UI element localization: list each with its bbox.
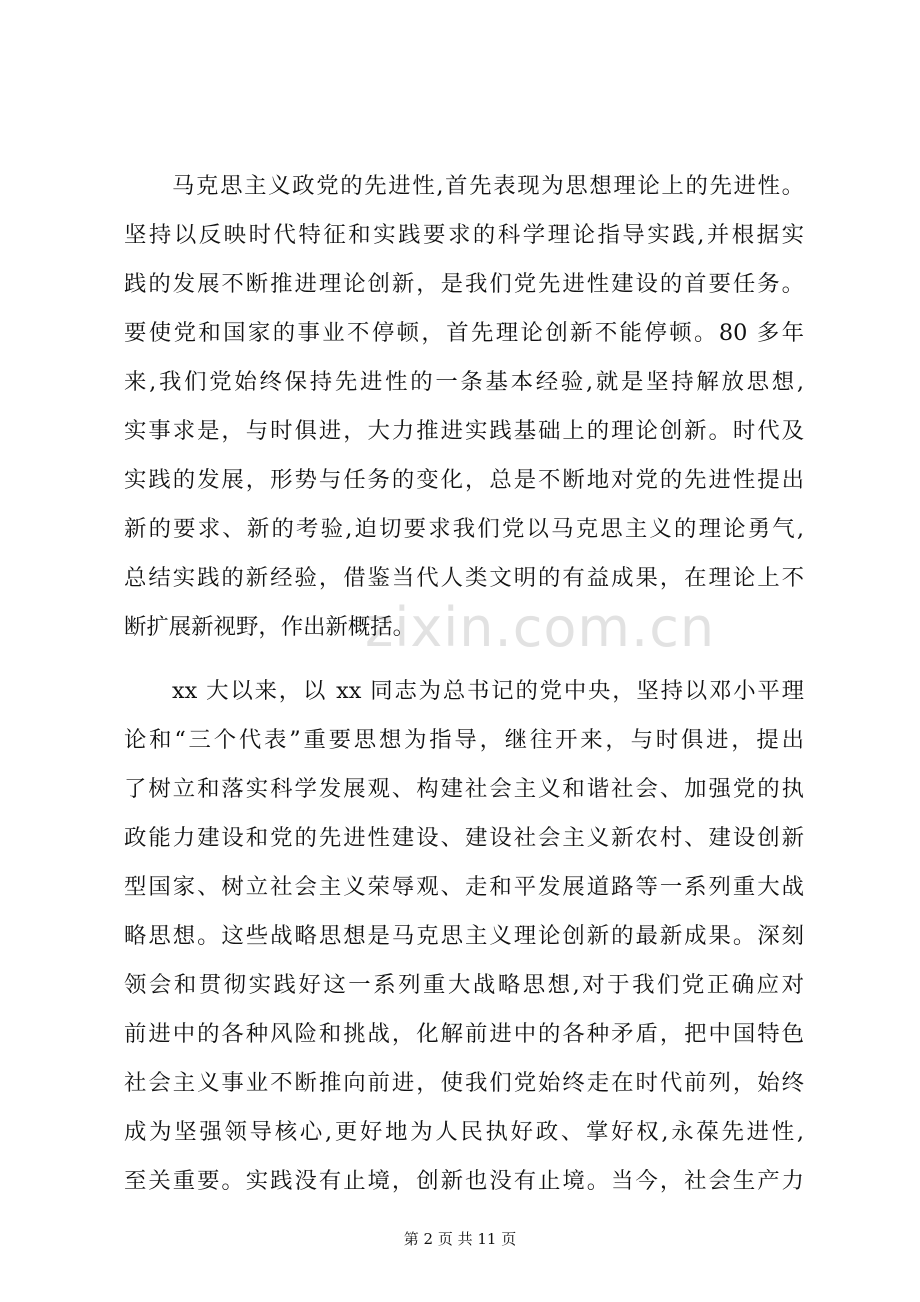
paragraph-line: 型国家、树立社会主义荣辱观、走和平发展道路等一系列重大战 (124, 874, 804, 900)
paragraph-line: 成为坚强领导核心,更好地为人民执好政、掌好权,永葆先进性, (124, 1119, 804, 1145)
watermark: zixin.com.cn (365, 596, 716, 659)
paragraph-line: 政能力建设和党的先进性建设、建设社会主义新农村、建设创新 (124, 825, 804, 851)
paragraph-line: xx 大以来，以 xx 同志为总书记的党中央，坚持以邓小平理 (172, 678, 804, 704)
paragraph-line: 总结实践的新经验，借鉴当代人类文明的有益成果，在理论上不 (124, 565, 804, 591)
paragraph-line: 来,我们党始终保持先进性的一条基本经验,就是坚持解放思想, (124, 369, 804, 395)
paragraph-line: 坚持以反映时代特征和实践要求的科学理论指导实践,并根据实 (124, 222, 804, 248)
paragraph-line: 践的发展不断推进理论创新，是我们党先进性建设的首要任务。 (124, 271, 804, 297)
paragraph-line: 新的要求、新的考验,迫切要求我们党以马克思主义的理论勇气, (124, 516, 804, 542)
page-footer: 第 2 页 共 11 页 (403, 1230, 517, 1248)
paragraph-line: 社会主义事业不断推向前进，使我们党始终走在时代前列，始终 (124, 1070, 804, 1096)
paragraph-line: 了树立和落实科学发展观、构建社会主义和谐社会、加强党的执 (124, 776, 804, 802)
paragraph-line: 马克思主义政党的先进性,首先表现为思想理论上的先进性。 (172, 173, 804, 199)
paragraph-line: 论和“三个代表”重要思想为指导，继往开来，与时俱进，提出 (124, 727, 804, 753)
paragraph-line: 前进中的各种风险和挑战，化解前进中的各种矛盾，把中国特色 (124, 1021, 804, 1047)
paragraph-line: 至关重要。实践没有止境，创新也没有止境。当今，社会生产力 (124, 1168, 804, 1194)
paragraph-line: 略思想。这些战略思想是马克思主义理论创新的最新成果。深刻 (124, 923, 804, 949)
paragraph-line: 领会和贯彻实践好这一系列重大战略思想,对于我们党正确应对 (124, 972, 804, 998)
paragraph-line: 实践的发展，形势与任务的变化，总是不断地对党的先进性提出 (124, 467, 804, 493)
paragraph-line: 断扩展新视野，作出新概括。 (124, 614, 416, 640)
paragraph-line: 要使党和国家的事业不停顿，首先理论创新不能停顿。80 多年 (124, 320, 804, 346)
paragraph-line: 实事求是，与时俱进，大力推进实践基础上的理论创新。时代及 (124, 418, 804, 444)
